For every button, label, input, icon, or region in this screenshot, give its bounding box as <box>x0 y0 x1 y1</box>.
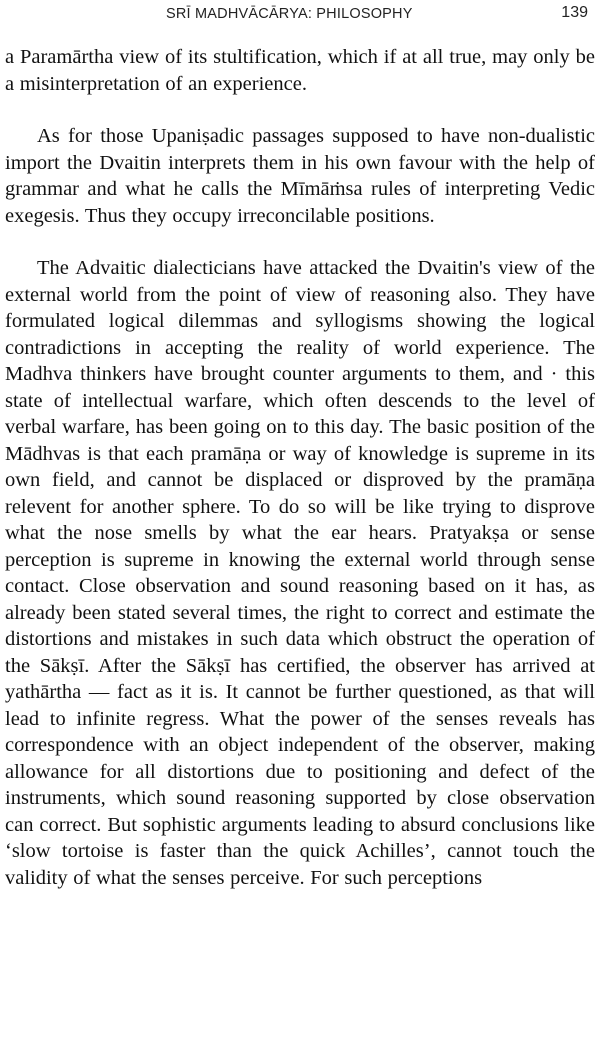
page-header <box>0 2 600 28</box>
running-head: SRĪ MADHVĀCĀRYA: PHILOSOPHY <box>166 6 413 22</box>
paragraph-continuation: a Paramārtha view of its stultification, which if at all true, may only be a misinterpretation of an experience. <box>5 46 595 95</box>
page-number: 139 <box>561 4 588 21</box>
paragraph-upanisadic-passages: As for those Upaniṣadic passages supposed to have non-dualistic import the Dvaitin interprets them in his own favour with the help of grammar and what he calls the Mīmāṁsa rules of interpreting Vedic exegesis. Thus they occupy irreconcilable positions. <box>5 125 595 227</box>
body-text <box>5 44 595 891</box>
paragraph-advaitic-dialecticians: The Advaitic dialecticians have attacked the Dvaitin's view of the external world from the point of view of reasoning also. They have formulated logical dilemmas and syllogisms showing the logical contradictions in accepting the reality of world experience. The Madhva thinkers have brought counter arguments to them, and · this state of intellectual warfare, which often descends to the level of verbal warfare, has been going on to this day. The basic position of the Mādhvas is that each pramāṇa or way of knowledge is supreme in its own field, and cannot be displaced or disproved by the pramāṇa relevent for another sphere. To do so will be like trying to disprove what the nose smells by what the ear hears. Pratyakṣa or sense perception is supreme in knowing the external world through sense contact. Close observation and sound reasoning based on it has, as already been stated several times, the right to correct and estimate the distortions and mistakes in such data which obstruct the operation of the Sākṣī. After the Sākṣī has certified, the observer has arrived at yathārtha — fact as it is. It cannot be further questioned, as that will lead to infinite regress. What the power of the senses reveals has correspondence with an object independent of the observer, making allowance for all distortions due to positioning and defect of the instruments, which sound reasoning supported by close observation can correct. But sophistic arguments leading to absurd conclusions like ‘slow tortoise is faster than the quick Achilles’, cannot touch the validity of what the senses perceive. For such perceptions <box>5 257 595 889</box>
